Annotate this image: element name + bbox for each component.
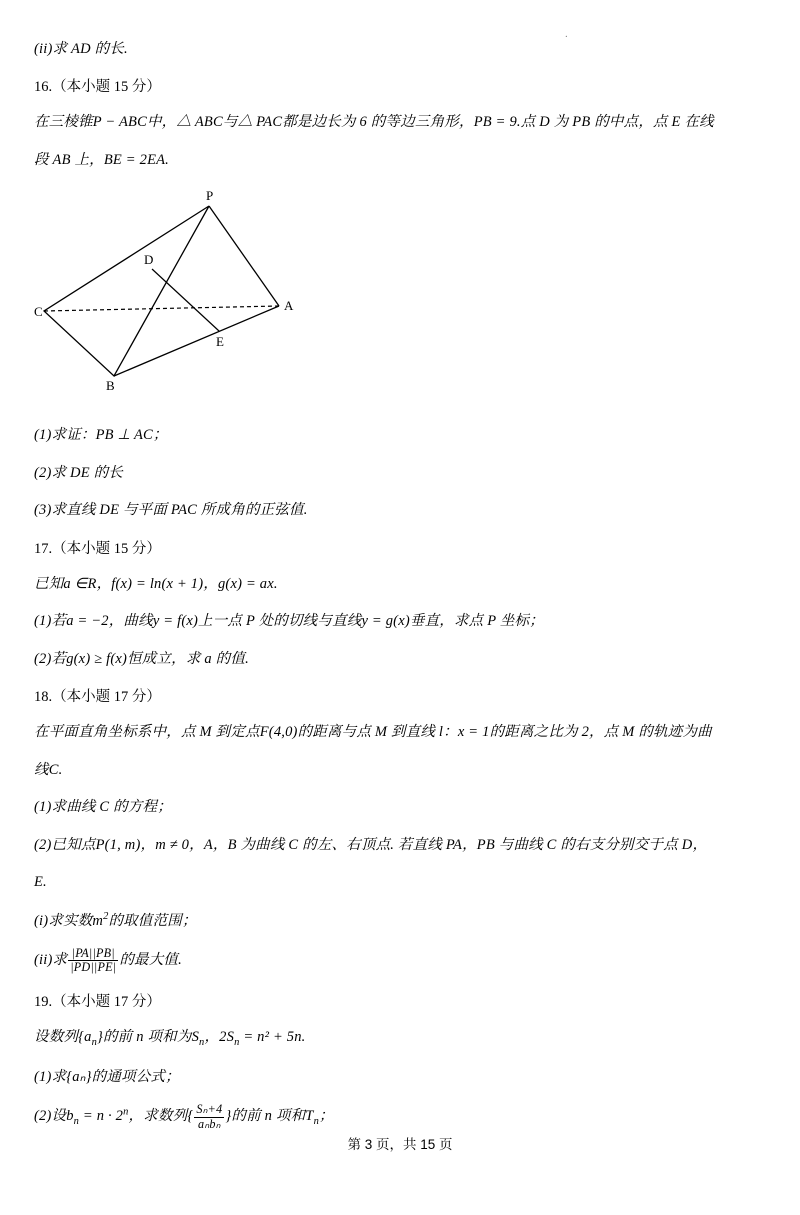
q19-p2-denominator: aₙbₙ xyxy=(198,1116,221,1131)
question-16-part-3: (3)求直线 DE 与平面 PAC 所成角的正弦值. xyxy=(34,502,308,519)
question-18-part-2i xyxy=(34,909,744,932)
q19-p2-end: ； xyxy=(318,1108,334,1125)
q18-2ii-fraction xyxy=(68,947,118,975)
q19-p2-fraction xyxy=(194,1103,224,1131)
figure-label-E: E xyxy=(216,334,224,350)
figure-label-C: C xyxy=(34,304,43,320)
page-footer: 第 3 页，共 15 页 xyxy=(347,1137,453,1152)
q19-p2-sup: n xyxy=(123,1106,129,1118)
q19-p2-post: 的前 n 项和T xyxy=(231,1108,314,1125)
question-16-body-line-1: 在三棱锥P − ABC中，△ ABC与△ PAC都是边长为 6 的等边三角形，PB = 9.点 D 为 PB 的中点，点 E 在线 xyxy=(34,114,714,131)
question-17-body: 已知a ∈R，f(x) = ln(x + 1)，g(x) = ax. xyxy=(34,575,278,592)
figure-label-P: P xyxy=(206,188,214,204)
q19-p2-pre: (2)设b xyxy=(34,1108,74,1125)
question-16-body-line-2: 段 AB 上，BE = 2EA. xyxy=(34,151,170,168)
figure-triangular-pyramid xyxy=(34,186,744,406)
q19-p2-sub: n xyxy=(73,1116,80,1128)
question-15-part-ii: (ii)求 AD 的长. xyxy=(34,41,128,57)
q19-body-sub1: n xyxy=(91,1036,97,1048)
question-17-heading: 17.（本小题 15 分） xyxy=(34,540,161,557)
q18-2i-suffix: 的取值范围； xyxy=(108,912,197,929)
question-18-part-1: (1)求曲线 C 的方程； xyxy=(34,799,172,816)
question-19-part-1: (1)求{aₙ}的通项公式； xyxy=(34,1068,180,1085)
q19-body-pre: 设数列{a xyxy=(34,1028,92,1045)
question-16-part-2: (2)求 DE 的长 xyxy=(34,464,123,481)
figure-label-A: A xyxy=(284,298,294,314)
q18-2i-exponent: 2 xyxy=(103,910,109,922)
question-16-heading: 16.（本小题 15 分） xyxy=(34,79,161,96)
figure-label-D: D xyxy=(144,252,154,268)
figure-label-B: B xyxy=(106,378,115,394)
q19-body-mid: }的前 n 项和为S xyxy=(96,1028,200,1045)
question-19-body xyxy=(34,1026,744,1051)
question-18-part-2: (2)已知点P(1, m)，m ≠ 0，A，B 为曲线 C 的左、右顶点. 若直线 PA，PB 与曲线 C 的右支分别交于点 D， xyxy=(34,836,708,853)
question-19-part-2 xyxy=(34,1103,744,1131)
question-18-heading: 18.（本小题 17 分） xyxy=(34,689,161,706)
q19-p2-braced-fraction: { $\frac{\text{Sₙ+4}}{\text{aₙbₙ}}$ } xyxy=(187,1102,232,1131)
q19-body-sub3: n xyxy=(234,1036,240,1048)
q18-2ii-denominator: |PD||PE| xyxy=(70,960,117,975)
q18-2ii-suffix: 的最大值. xyxy=(119,952,182,969)
pyramid-svg xyxy=(34,186,364,401)
q19-p2-numerator: Sₙ+4 xyxy=(196,1102,223,1117)
q18-2i-variable: m xyxy=(92,912,104,929)
q19-p2-mid: = n · 2 xyxy=(79,1108,124,1125)
question-19-heading: 19.（本小题 17 分） xyxy=(34,993,161,1010)
question-18-part-2-cont: E. xyxy=(34,874,47,891)
q19-body-end: = n² + 5n. xyxy=(239,1028,306,1045)
question-18-part-2ii xyxy=(34,947,744,975)
question-17-part-2: (2)若g(x) ≥ f(x)恒成立，求 a 的值. xyxy=(34,650,249,667)
q18-2ii-numerator: |PA||PB| xyxy=(68,947,118,961)
q19-body-sub2: n xyxy=(199,1036,205,1048)
q19-body-post: ，2S xyxy=(204,1028,235,1045)
question-18-body-line-2: 线C. xyxy=(34,761,63,778)
q19-p2-sub2: n xyxy=(313,1116,319,1128)
q18-2ii-prefix: (ii)求 xyxy=(34,952,68,969)
question-16-part-1: (1)求证：PB ⊥ AC； xyxy=(34,427,168,444)
q19-p2-mid2: ，求数列 xyxy=(128,1108,188,1125)
page-top-mark: . xyxy=(565,28,568,40)
question-17-part-1: (1)若a = −2，曲线y = f(x)上一点 P 处的切线与直线y = g(x)垂直，求点 P 坐标； xyxy=(34,613,544,630)
question-18-body-line-1: 在平面直角坐标系中，点 M 到定点F(4,0)的距离与点 M 到直线 l：x = 1的距离之比为 2，点 M 的轨迹为曲 xyxy=(34,724,712,741)
q18-2i-prefix: (i)求实数 xyxy=(34,912,93,929)
